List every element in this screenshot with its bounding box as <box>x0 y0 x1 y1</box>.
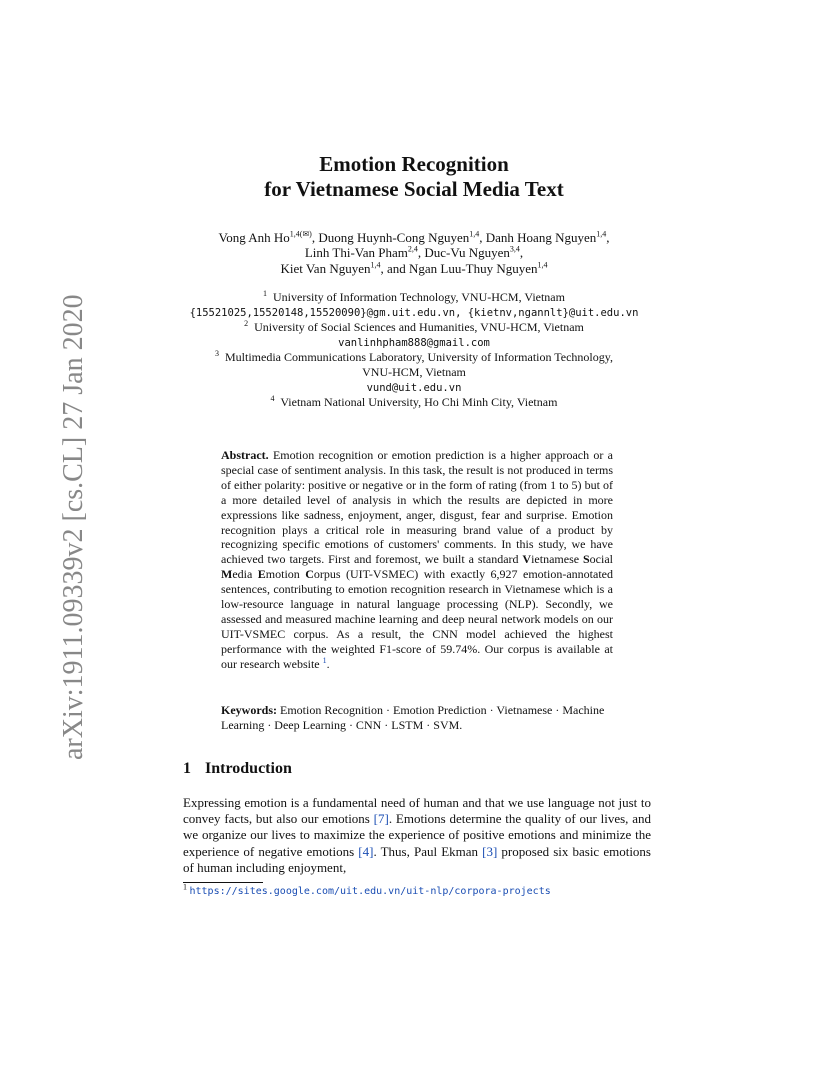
author-line-3 <box>0 261 828 276</box>
punct: , <box>606 230 610 245</box>
abstract-text: Emotion recognition or emotion prediction is a higher approach or a special case of sentiment analysis. In this task, the result is not produced in terms of either polarity: positive or negative or in the form of rating (from 1 to 5) but of a more detailed level of analysis in which the results are depicted in more expressions like sadness, enjoyment, anger, disgust, fear and surprise. Emotion recognition plays a critical role in measuring brand value of a product by recognizing specific emotions of customers' comments. In this study, we have achieved two targets. First and foremost, we built a standard <box>221 448 613 567</box>
abstract-label: Abstract. <box>221 448 269 462</box>
footnote-url[interactable]: https://sites.google.com/uit.edu.vn/uit-nlp/corpora-projects <box>189 886 551 897</box>
author-affil: 1,4 <box>537 260 548 270</box>
arxiv-id: arXiv:1911.09339v2 [cs.CL] 27 Jan 2020 <box>58 294 89 760</box>
affil-number: 4 <box>270 394 275 403</box>
author-name: Linh Thi-Van Pham <box>304 245 408 260</box>
keywords <box>221 703 613 733</box>
section-number: 1 <box>183 760 191 777</box>
abstract <box>221 448 613 672</box>
footnote <box>183 882 551 897</box>
section-title: Introduction <box>205 760 292 777</box>
affiliation-3-cont: VNU-HCM, Vietnam <box>362 365 466 379</box>
abstract-text: orpus <box>313 567 341 582</box>
footnote-rule <box>183 882 263 883</box>
author-affil: 1,4(✉) <box>289 229 312 239</box>
keywords-label: Keywords: <box>221 703 277 717</box>
citation-link[interactable]: [3] <box>482 843 498 859</box>
acronym-letter: C <box>305 567 314 582</box>
affiliation-3 <box>0 350 828 365</box>
affiliation-1-email: {15521025,15520148,15520090}@gm.uit.edu.vn, {kietnv,ngannlt}@uit.edu.vn <box>189 307 639 319</box>
affiliation-4 <box>0 395 828 410</box>
body-text: . Emotions determine the quality of our lives, and we organize our lives to maximize the experience of positive emotions and minimize the experience of negative emotions <box>183 811 651 859</box>
citation-link[interactable]: [4] <box>358 843 374 859</box>
footnote-mark: 1 <box>183 882 187 892</box>
author-affil: 3,4 <box>509 244 520 254</box>
author-affil: 1,4 <box>370 260 381 270</box>
author-affil: 2,4 <box>407 244 418 254</box>
affil-number: 3 <box>215 349 219 358</box>
abstract-text: ocial <box>589 552 613 567</box>
punct: . <box>326 656 330 671</box>
author-name: , Duong Huynh-Cong Nguyen <box>311 230 470 245</box>
abstract-text: (UIT-VSMEC) with exactly 6,927 emotion-annotated sentences, contributing to emotion recognition research in Vietnamese which is a low-resource language in natural language processing (NLP). Secondly, we assessed and measured machine learning and deep neural network models on our UIT-VSMEC corpus. As a result, the CNN model achieved the highest performance with the weighted F1-score of 59.74%. Our corpus is available at our research website <box>221 567 613 671</box>
acronym-letter: V <box>522 552 532 567</box>
author-name: Kiet Van Nguyen <box>280 261 371 276</box>
affil-text: University of Information Technology, VNU-HCM, Vietnam <box>273 290 565 304</box>
affil-text: Multimedia Communications Laboratory, University of Information Technology, <box>225 350 613 364</box>
affil-number: 2 <box>244 319 249 328</box>
citation-link[interactable]: [7] <box>373 811 389 827</box>
author-name: , and Ngan Luu-Thuy Nguyen <box>380 261 538 276</box>
affiliation-2-email: vanlinhpham888@gmail.com <box>338 337 490 349</box>
abstract-text: ietnamese <box>531 552 583 567</box>
affiliation-1 <box>0 290 828 305</box>
affil-number: 1 <box>263 289 268 298</box>
abstract-text: motion <box>265 567 306 582</box>
footnote-link[interactable]: 1 <box>322 655 327 665</box>
abstract-text: edia <box>232 567 258 582</box>
author-name: , Duc-Vu Nguyen <box>417 245 510 260</box>
acronym-letter: S <box>582 552 590 567</box>
affiliation-2 <box>0 320 828 335</box>
intro-paragraph <box>183 795 651 876</box>
keywords-text: Emotion Recognition · Emotion Prediction · Vietnamese · Machine Learning · Deep Learning · CNN · LSTM · SVM. <box>221 703 605 732</box>
affiliation-3-email: vund@uit.edu.vn <box>366 382 462 394</box>
author-name: Vong Anh Ho <box>218 230 290 245</box>
author-affil: 1,4 <box>596 229 607 239</box>
affil-text: Vietnam National University, Ho Chi Minh City, Vietnam <box>280 395 558 409</box>
author-name: , Danh Hoang Nguyen <box>479 230 597 245</box>
affil-text: University of Social Sciences and Humanities, VNU-HCM, Vietnam <box>254 320 584 334</box>
section-heading <box>183 760 306 778</box>
paper-title-line2: for Vietnamese Social Media Text <box>264 177 564 201</box>
acronym-letter: E <box>257 567 266 582</box>
author-line-1 <box>0 230 828 245</box>
author-line-2 <box>0 245 828 260</box>
body-text: . Thus, Paul Ekman <box>373 843 483 859</box>
body-text: proposed six basic emotions of human including enjoyment, <box>183 843 651 875</box>
author-affil: 1,4 <box>469 229 480 239</box>
punct: , <box>519 245 524 260</box>
acronym-letter: M <box>221 567 233 582</box>
paper-title-line1: Emotion Recognition <box>319 152 509 176</box>
body-text: Expressing emotion is a fundamental need of human and that we use language not just to convey facts, but also our emotions <box>183 795 651 827</box>
